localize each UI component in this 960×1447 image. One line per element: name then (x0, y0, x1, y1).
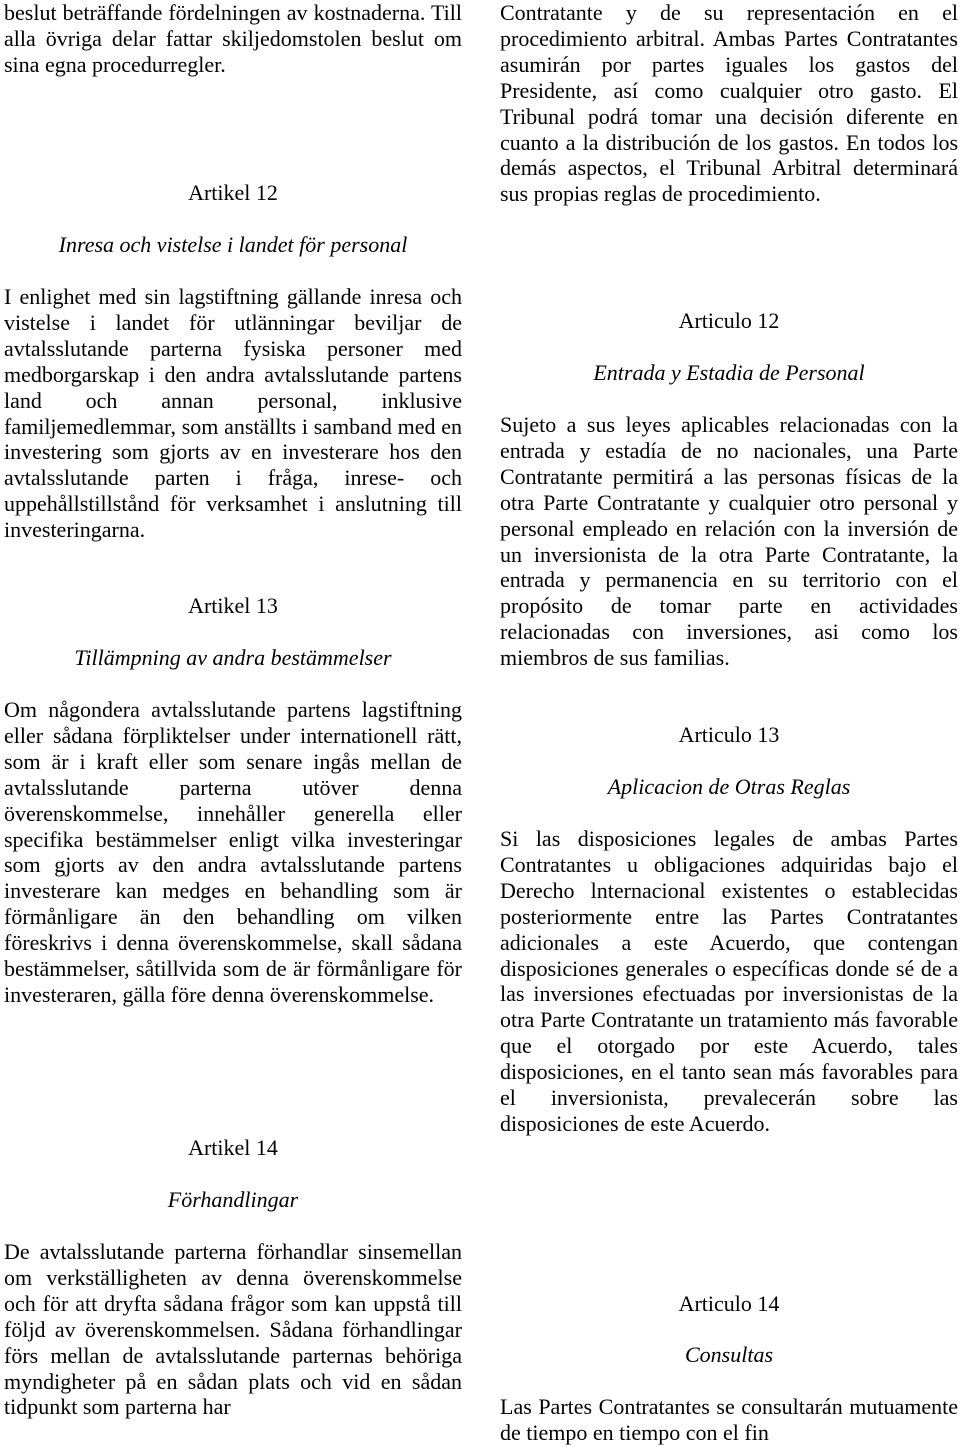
article-14-heading: Artikel 14 (188, 1135, 278, 1160)
intro-fragment: Contratante y de su representación en el procedimiento arbitral. Ambas Partes Contratantes asumirán por partes iguales los gastos del Presidente, así como cualquier otro gasto. El Tribunal podrá tomar una decisión diferente en cuanto a la distribución de los gastos. En todos los demás aspectos, el Tribunal Arbitral determinará sus propias reglas de procedimiento. (500, 0, 958, 207)
article-14-body: De avtalsslutande parterna förhandlar sinsemellan om verkställigheten av denna överenskommelse och för att dryfta sådana frågor som kan uppstå till följd av överenskommelsen. Sådana förhandlingar förs mellan de avtalsslutande parternas behöriga myndigheter på en sådan plats och vid en sådan tidpunkt som parterna har (4, 1239, 462, 1420)
article-14-subheading: Consultas (684, 1342, 774, 1367)
article-14-heading: Articulo 14 (678, 1291, 780, 1316)
article-12-heading: Articulo 12 (678, 308, 780, 333)
article-13-heading: Articulo 13 (678, 722, 780, 747)
article-12-subheading: Inresa och vistelse i landet för personal (58, 232, 408, 257)
article-13-body: Si las disposiciones legales de ambas Partes Contratantes u obligaciones adquiridas bajo el Derecho lnternacional existentes o establecidas posteriormente entre las Partes Contratantes adicionales a este Acuerdo, que contengan disposiciones generales o específicas donde sé de a las inversiones efectuadas por inversionistas de la otra Parte Contratante un tratamiento más favorable que el otorgado por este Acuerdo, tales disposiciones, en el tanto sean más favorables para el inversionista, prevalecerán sobre las disposiciones de este Acuerdo. (500, 826, 958, 1136)
intro-fragment: beslut beträffande fördelningen av kostnaderna. Till alla övriga delar fattar skiljedomstolen beslut om sina egna procedurregler. (4, 0, 462, 77)
article-14-body: Las Partes Contratantes se consultarán mutuamente de tiempo en tiempo con el fin (500, 1394, 958, 1445)
article-13-subheading: Aplicacion de Otras Reglas (607, 774, 851, 799)
article-12-heading: Artikel 12 (188, 180, 278, 205)
article-14-subheading: Förhandlingar (167, 1187, 299, 1212)
article-13-subheading: Tillämpning av andra bestämmelser (74, 645, 392, 670)
article-12-body: I enlighet med sin lagstiftning gällande inresa och vistelse i landet för utlänningar beviljar de avtalsslutande parterna fysiska personer med medborgarskap i den andra avtalsslutande partens land och annan personal, inklusive familjemedlemmar, som anställts i samband med en investering som gjorts av en investerare hos den avtalsslutande parten i fråga, inrese- och uppehållstillstånd för verksamhet i anslutning till investeringarna. (4, 284, 462, 543)
article-13-body: Om någondera avtalsslutande partens lagstiftning eller sådana förpliktelser under internationell rätt, som är i kraft eller som senare ingås mellan de avtalsslutande parterna utöver denna överenskommelse, innehåller generella eller specifika bestämmelser enligt vilka investeringar som gjorts av den andra avtalsslutande partens investerare kan medges en behandling som är förmånligare än den behandling om vilken föreskrivs i denna överenskommelse, skall sådana bestämmelser, såtillvida som de är förmånligare för investeraren, gälla före denna överenskommelse. (4, 697, 462, 1007)
article-12-subheading: Entrada y Estadia de Personal (593, 360, 865, 385)
article-12-body: Sujeto a sus leyes aplicables relacionadas con la entrada y estadía de no nacionales, una Parte Contratante permitirá a las personas físicas de la otra Parte Contratante y cualquier otro personal y personal empleado en relación con la inversión de un inversionista de la otra Parte Contratante, la entrada y permanencia en su territorio con el propósito de tomar parte en actividades relacionadas con inversiones, asi como los miembros de sus familias. (500, 412, 958, 671)
article-13-heading: Artikel 13 (188, 593, 278, 618)
